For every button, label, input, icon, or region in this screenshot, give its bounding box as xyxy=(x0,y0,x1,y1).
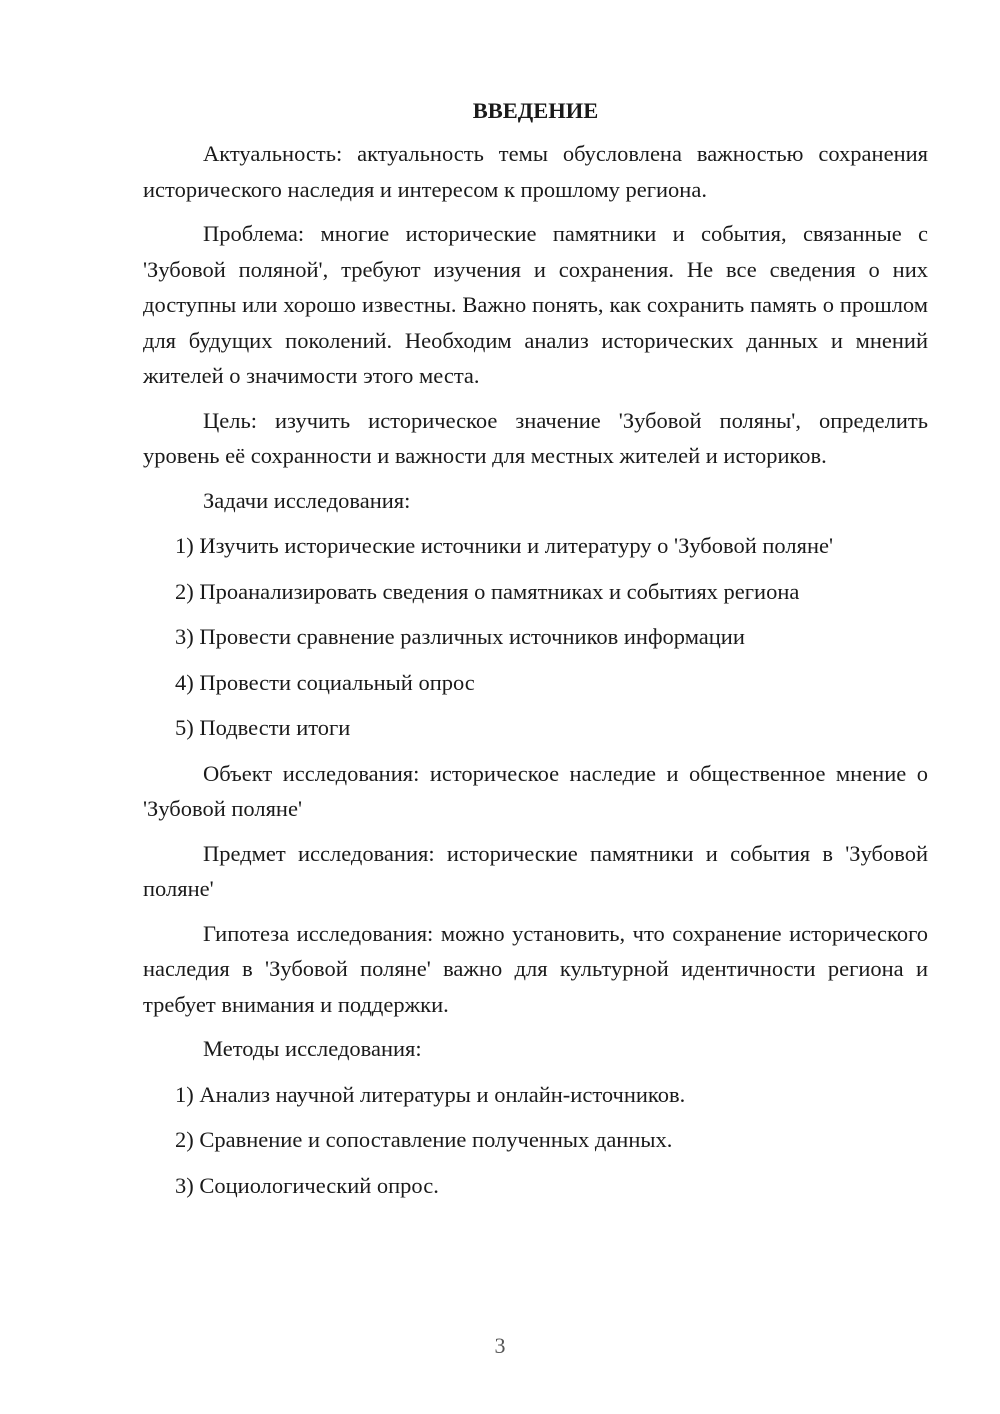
methods-list xyxy=(143,1077,928,1204)
document-title: ВВЕДЕНИЕ xyxy=(472,98,599,123)
page-number: 3 xyxy=(494,1333,506,1358)
list-item: 1) Анализ научной литературы и онлайн-источников. xyxy=(175,1081,686,1107)
tasks-list xyxy=(143,528,928,746)
object-paragraph: Объект исследования: историческое наследие и общественное мнение о 'Зубовой поляне' xyxy=(143,760,928,821)
list-item: 3) Социологический опрос. xyxy=(175,1172,439,1198)
relevance-paragraph: Актуальность: актуальность темы обусловлена важностью сохранения исторического наследия и интересом к прошлому региона. xyxy=(143,141,928,202)
list-item: 5) Подвести итоги xyxy=(175,715,351,740)
list-item: 1) Изучить исторические источники и литературу о 'Зубовой поляне' xyxy=(175,533,834,558)
document-page xyxy=(143,96,928,1213)
list-item: 2) Проанализировать сведения о памятниках и событиях региона xyxy=(175,578,800,604)
tasks-heading: Задачи исследования: xyxy=(203,487,411,513)
subject-paragraph: Предмет исследования: исторические памятники и события в 'Зубовой поляне' xyxy=(143,840,928,901)
goal-paragraph: Цель: изучить историческое значение 'Зубовой поляны', определить уровень её сохранности и важности для местных жителей и историков. xyxy=(143,407,928,468)
methods-heading: Методы исследования: xyxy=(203,1036,422,1061)
problem-paragraph: Проблема: многие исторические памятники и события, связанные с 'Зубовой поляной', требуют изучения и сохранения. Не все сведения о них доступны или хорошо известны. Важно понять, как сохранить память о прошлом для будущих поколений. Необходим анализ исторических данных и мнений жителей о значимости этого места. xyxy=(143,221,928,388)
list-item: 3) Провести сравнение различных источников информации xyxy=(175,624,745,649)
list-item: 4) Провести социальный опрос xyxy=(175,669,475,695)
list-item: 2) Сравнение и сопоставление полученных данных. xyxy=(175,1127,673,1152)
hypothesis-paragraph: Гипотеза исследования: можно установить, что сохранение исторического наследия в 'Зубовой поляне' важно для культурной идентичности региона и требует внимания и поддержки. xyxy=(143,920,928,1017)
